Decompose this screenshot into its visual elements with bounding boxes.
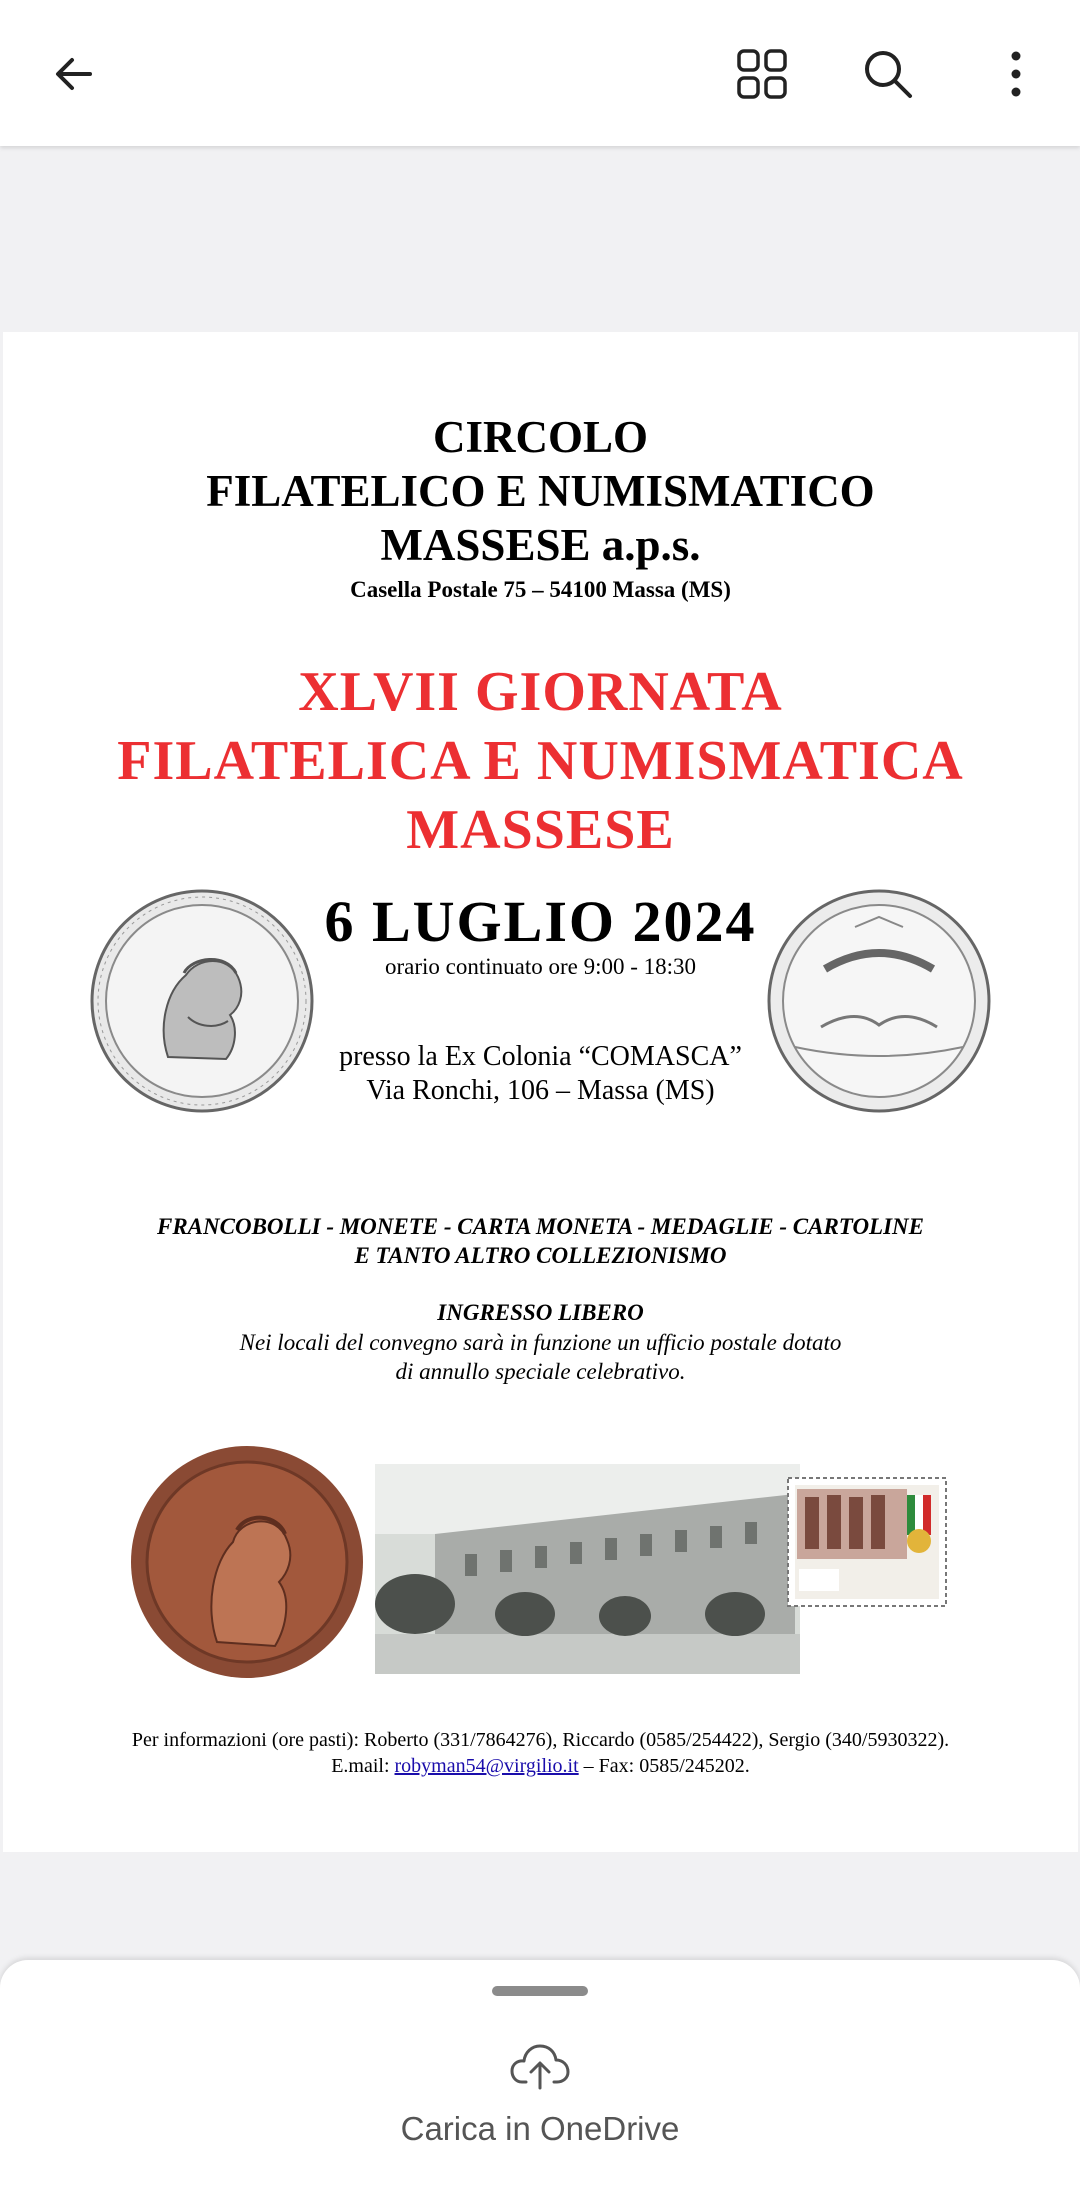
org-line-2: FILATELICO E NUMISMATICO (206, 466, 875, 516)
org-line-3: MASSESE a.p.s. (380, 520, 701, 570)
org-address: Casella Postale 75 – 54100 Massa (MS) (350, 577, 731, 602)
historic-building-photo (375, 1464, 800, 1674)
note-line-2: di annullo speciale celebrativo. (395, 1359, 686, 1384)
contact-email-line (3, 1753, 1078, 1779)
email-label: E.mail: (331, 1755, 390, 1777)
event-hours: orario continuato ore 9:00 - 18:30 (384, 954, 697, 979)
contact-info-line: Per informazioni (ore pasti): Roberto (331/7864276), Riccardo (0585/254422), Sergio (340/5930322). (131, 1729, 950, 1751)
search-button[interactable] (848, 34, 928, 114)
items-line-1: FRANCOBOLLI - MONETE - CARTA MONETA - MEDAGLIE - CARTOLINE (156, 1214, 925, 1239)
grid-view-button[interactable] (722, 34, 802, 114)
arrow-back-icon (50, 50, 98, 98)
venue-line-1: presso la Ex Colonia “COMASCA” (339, 1041, 742, 1072)
postage-stamp-image (787, 1477, 947, 1607)
cloud-upload-icon[interactable] (510, 2042, 570, 2092)
grid-view-icon (736, 48, 788, 100)
bronze-medal-image (127, 1442, 367, 1682)
event-date: 6 LUGLIO 2024 (324, 889, 757, 954)
items-line-2: E TANTO ALTRO COLLEZIONISMO (354, 1243, 727, 1268)
bottom-sheet (0, 1960, 1080, 2186)
venue-line-2: Via Ronchi, 106 – Massa (MS) (366, 1075, 715, 1106)
email-link[interactable]: robyman54@virgilio.it (394, 1755, 579, 1777)
fax-text: – Fax: 0585/245202. (583, 1755, 750, 1777)
event-title-line-2: FILATELICA E NUMISMATICA (117, 730, 964, 792)
search-icon (862, 48, 914, 100)
document-page[interactable] (3, 332, 1078, 1852)
back-button[interactable] (34, 34, 114, 114)
entry-free: INGRESSO LIBERO (437, 1300, 644, 1325)
upload-onedrive-label[interactable]: Carica in OneDrive (400, 2110, 680, 2147)
more-vert-icon (1006, 48, 1026, 100)
note-line-1: Nei locali del convegno sarà in funzione un ufficio postale dotato (239, 1330, 842, 1355)
drag-handle[interactable] (492, 1986, 588, 1996)
org-line-1: CIRCOLO (432, 412, 649, 462)
app-bar (0, 0, 1080, 146)
coin-deer-image (765, 887, 993, 1115)
event-title-line-1: XLVII GIORNATA (298, 661, 783, 723)
event-title-line-3: MASSESE (406, 799, 675, 861)
more-options-button[interactable] (976, 34, 1056, 114)
